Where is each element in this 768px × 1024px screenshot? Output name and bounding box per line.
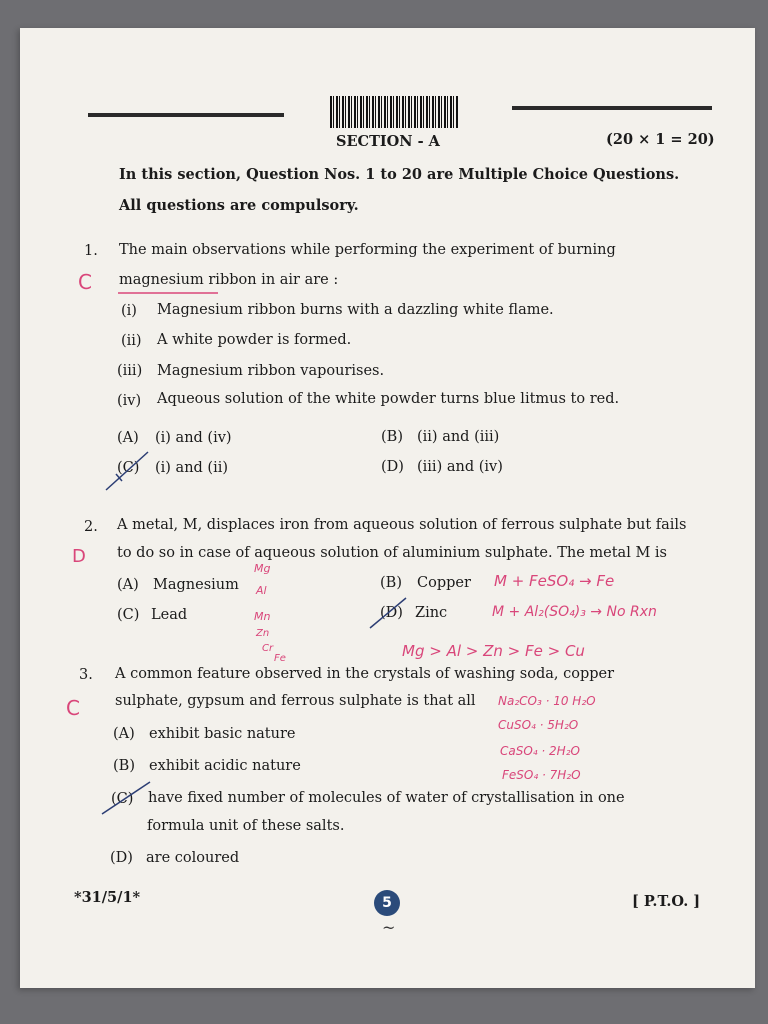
q2-option-label: (D): [380, 605, 403, 621]
page-tilde: ~: [382, 918, 396, 937]
paper-code: *31/5/1*: [74, 889, 141, 906]
q3-option-text-continued: formula unit of these salts.: [147, 818, 345, 834]
instructions-line-1: In this section, Question Nos. 1 to 20 are Multiple Choice Questions.: [119, 166, 680, 183]
q1-option-label: (B): [381, 429, 403, 445]
q2-note-reactivity-order: Mg > Al > Zn > Fe > Cu: [402, 642, 585, 660]
q3-number: 3.: [79, 667, 93, 683]
q2-option-label: (C): [117, 607, 140, 623]
q1-option-text: (ii) and (iii): [417, 429, 500, 445]
q2-note-equation-1: M + FeSO₄ → Fe: [494, 572, 615, 590]
q2-option-text: Lead: [151, 607, 188, 623]
page-number: 5: [374, 890, 400, 916]
q1-statement-text: Magnesium ribbon burns with a dazzling white flame.: [157, 302, 554, 318]
q1-tick-mark: [104, 448, 150, 492]
q2-note-series: Al: [256, 584, 267, 597]
instructions-line-2: All questions are compulsory.: [119, 197, 359, 214]
q1-number: 1.: [84, 243, 98, 259]
q3-option-text: exhibit basic nature: [149, 726, 296, 742]
q1-handwritten-answer: C: [78, 270, 92, 294]
q3-option-label: (B): [113, 758, 135, 774]
q1-statement-label: (i): [121, 303, 137, 319]
q3-option-text: are coloured: [146, 850, 240, 866]
q3-handwritten-answer: C: [66, 696, 80, 720]
q2-note-series: Fe: [274, 653, 286, 664]
q3-note-formula: CuSO₄ · 5H₂O: [498, 718, 579, 732]
header-rule-right: [512, 106, 712, 110]
q1-option-label: (D): [381, 459, 404, 475]
q2-note-series: Cr: [262, 643, 274, 654]
q1-option-text: (iii) and (iv): [417, 459, 503, 475]
q3-option-label: (A): [113, 726, 135, 742]
q2-text-line-2: to do so in case of aqueous solution of aluminium sulphate. The metal M is: [117, 545, 667, 561]
q2-option-label: (B): [380, 575, 402, 591]
q3-option-label: (D): [110, 850, 133, 866]
q3-note-formula: CaSO₄ · 2H₂O: [500, 744, 580, 758]
q3-option-text: exhibit acidic nature: [149, 758, 301, 774]
q1-option-label: (C): [117, 460, 140, 476]
barcode: [330, 96, 458, 128]
q2-note-series: Zn: [256, 628, 270, 639]
q2-tick-mark: [368, 596, 408, 630]
section-marks: (20 × 1 = 20): [606, 131, 715, 148]
q1-option-text: (i) and (ii): [155, 460, 229, 476]
q1-text-line-1: The main observations while performing the experiment of burning: [119, 242, 616, 258]
q1-statement-text: A white powder is formed.: [157, 332, 352, 348]
q2-note-equation-2: M + Al₂(SO₄)₃ → No Rxn: [492, 604, 657, 620]
section-title: SECTION - A: [336, 133, 440, 150]
header-rule-left: [88, 113, 284, 117]
q1-statement-label: (ii): [121, 333, 142, 349]
q3-option-label: (C): [111, 791, 134, 807]
q2-option-text: Copper: [417, 575, 471, 591]
q2-note-series: Mn: [254, 610, 271, 623]
q1-statement-label: (iv): [117, 393, 142, 409]
q3-note-formula: Na₂CO₃ · 10 H₂O: [498, 694, 596, 708]
pto-label: [ P.T.O. ]: [632, 893, 701, 910]
q2-option-label: (A): [117, 577, 139, 593]
q3-text-line-1: A common feature observed in the crystals of washing soda, copper: [115, 666, 615, 682]
q3-note-formula: FeSO₄ · 7H₂O: [502, 768, 581, 782]
q2-note-series: Mg: [254, 562, 271, 575]
q1-statement-text: Aqueous solution of the white powder turns blue litmus to red.: [157, 391, 620, 407]
q2-option-text: Magnesium: [153, 577, 239, 593]
q1-underline: [118, 292, 218, 294]
q2-text-line-1: A metal, M, displaces iron from aqueous solution of ferrous sulphate but fails: [117, 517, 687, 533]
q1-option-label: (A): [117, 430, 139, 446]
q1-option-text: (i) and (iv): [155, 430, 232, 446]
q3-tick-mark: [100, 780, 152, 816]
q3-option-text: have fixed number of molecules of water of crystallisation in one: [148, 790, 625, 806]
q1-statement-text: Magnesium ribbon vapourises.: [157, 363, 385, 379]
q2-number: 2.: [84, 519, 98, 535]
q2-option-text: Zinc: [415, 605, 448, 621]
q1-text-line-2: magnesium ribbon in air are :: [119, 272, 339, 288]
q3-text-line-2: sulphate, gypsum and ferrous sulphate is that all: [115, 693, 476, 709]
q1-statement-label: (iii): [117, 363, 143, 379]
q2-handwritten-answer: D: [72, 546, 86, 567]
